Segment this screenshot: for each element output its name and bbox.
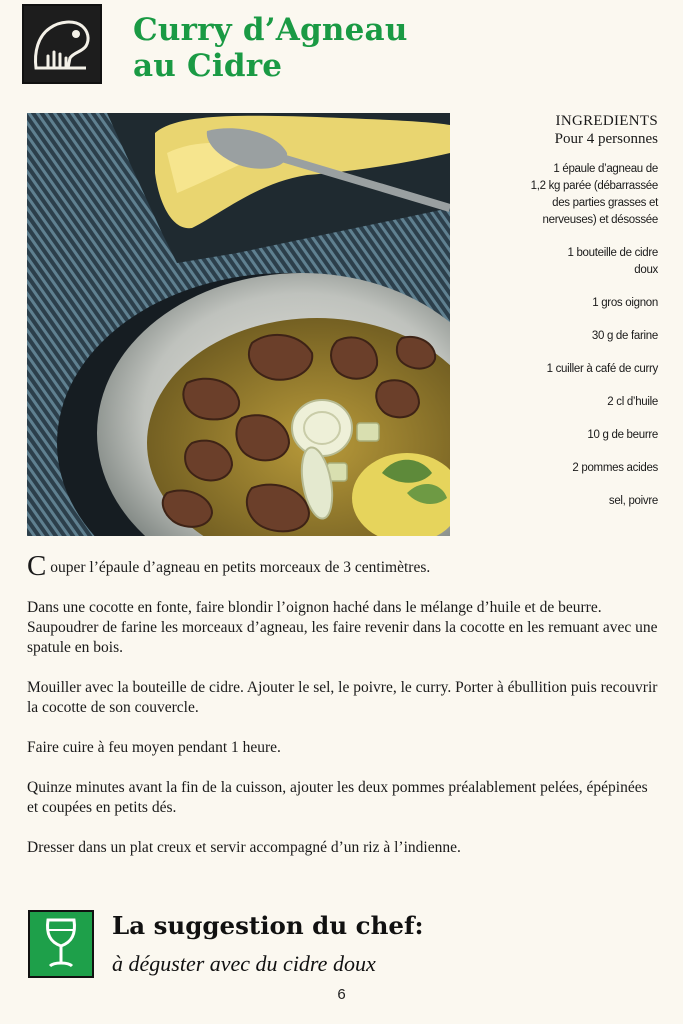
instruction-step: Quinze minutes avant la fin de la cuisson, ajouter les deux pommes préalablement pelées, épépinées et coupées en petits dés.	[27, 779, 648, 816]
ingredient-item: 30 g de farine	[591, 330, 658, 342]
ingredient-item: sel, poivre	[608, 495, 658, 507]
recipe-title-line-1: Curry d’Agneau	[133, 12, 408, 48]
servings-label: Pour 4 personnes	[554, 131, 658, 147]
instruction-step: Mouiller avec la bouteille de cidre. Ajouter le sel, le poivre, le curry. Porter à ébullition puis recouvrir la cocotte de son couvercle.	[27, 679, 658, 716]
instruction-step: Dans une cocotte en fonte, faire blondir l’oignon haché dans le mélange d’huile et de beurre. Saupoudrer de farine les morceaux d’agneau, les faire revenir dans la cocotte en les remuant avec une spatule en bois.	[27, 599, 658, 656]
ingredient-item: 2 cl d’huile	[607, 396, 658, 408]
ingredient-item: 2 pommes acides	[572, 462, 658, 474]
ingredient-item: 10 g de beurre	[587, 429, 658, 441]
ingredient-item: 1 cuiller à café de curry	[546, 363, 658, 375]
ingredients-panel	[453, 112, 658, 510]
instruction-text: ouper l’épaule d’agneau en petits morceaux de 3 centimètres.	[50, 559, 431, 576]
instruction-step: Faire cuire à feu moyen pendant 1 heure.	[27, 739, 281, 756]
drop-cap: C	[27, 550, 47, 582]
ingredient-item: 1 épaule d’agneau de 1,2 kg parée (débarrassée des parties grasses et nerveuses) et désossée	[530, 163, 658, 226]
chef-suggestion-title: La suggestion du chef:	[112, 911, 424, 940]
recipe-title	[133, 12, 408, 84]
instruction-step	[27, 550, 661, 582]
ingredient-item: 1 gros oignon	[592, 297, 658, 309]
dish-photo	[27, 113, 450, 536]
page-number: 6	[337, 986, 346, 1003]
recipe-title-line-2: au Cidre	[133, 48, 283, 84]
wine-glass-icon	[28, 910, 94, 978]
ingredients-heading: INGREDIENTS	[555, 113, 658, 129]
ingredient-item: 1 bouteille de cidre doux	[567, 247, 658, 276]
recipe-category-icon	[22, 4, 102, 84]
instructions	[27, 550, 661, 878]
instruction-step: Dresser dans un plat creux et servir accompagné d’un riz à l’indienne.	[27, 839, 461, 856]
chef-suggestion-text: à déguster avec du cidre doux	[112, 951, 376, 976]
